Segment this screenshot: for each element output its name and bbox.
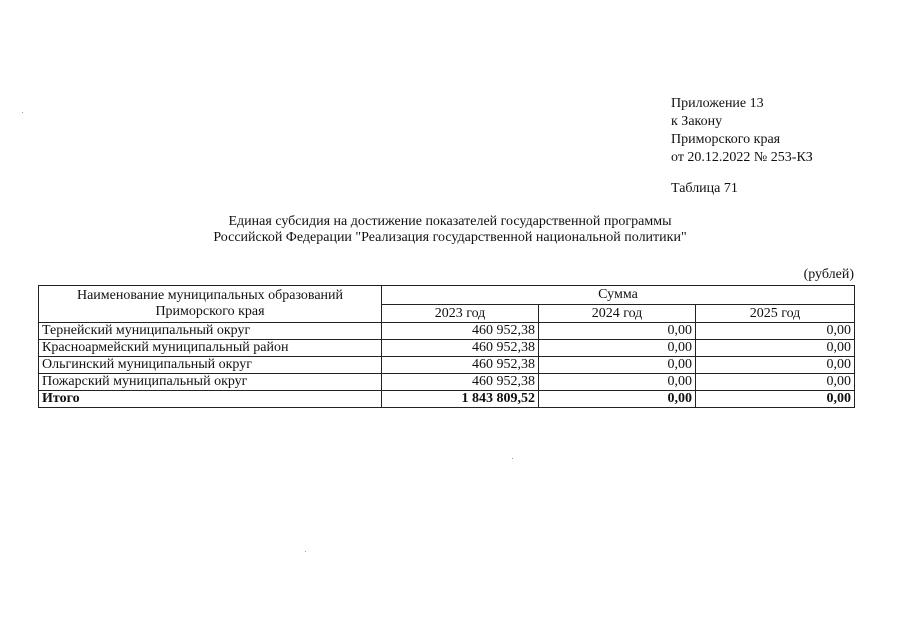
appendix-block (671, 95, 813, 167)
table-number: Таблица 71 (671, 181, 738, 196)
column-header-municipality-line-1: Наименование муниципальных образований (76, 288, 344, 303)
column-header-year-2023: 2023 год (382, 305, 539, 323)
column-header-year-2025: 2025 год (696, 305, 855, 323)
amount-2024: 0,00 (539, 357, 696, 374)
table-row (39, 357, 855, 374)
amount-2024: 0,00 (539, 323, 696, 340)
column-header-municipality-line-2: Приморского края (155, 304, 265, 319)
amount-2025: 0,00 (696, 374, 855, 391)
appendix-region: Приморского края (671, 132, 781, 147)
document-title-line-2: Российской Федерации "Реализация государственной национальной политики" (213, 230, 687, 245)
appendix-title: Приложение 13 (671, 96, 764, 111)
column-header-year-2024: 2024 год (539, 305, 696, 323)
appendix-date-number: от 20.12.2022 № 253-КЗ (671, 150, 813, 165)
subsidy-table (38, 285, 855, 408)
amount-2025: 0,00 (696, 357, 855, 374)
total-row (39, 391, 855, 408)
scan-speck (22, 112, 23, 113)
municipality-name: Пожарский муниципальный округ (39, 374, 382, 391)
document-title-line-1: Единая субсидия на достижение показателей государственной программы (228, 214, 672, 229)
amount-2024: 0,00 (539, 374, 696, 391)
scan-speck (512, 458, 513, 459)
amount-2023: 460 952,38 (382, 340, 539, 357)
total-2025: 0,00 (696, 391, 855, 408)
table-row (39, 340, 855, 357)
total-2023: 1 843 809,52 (382, 391, 539, 408)
amount-2024: 0,00 (539, 340, 696, 357)
amount-2023: 460 952,38 (382, 374, 539, 391)
total-label: Итого (39, 391, 382, 408)
scan-speck (305, 551, 306, 552)
municipality-name: Ольгинский муниципальный округ (39, 357, 382, 374)
total-2024: 0,00 (539, 391, 696, 408)
amount-2023: 460 952,38 (382, 357, 539, 374)
table-row (39, 374, 855, 391)
table-row (39, 323, 855, 340)
column-header-municipality (39, 286, 382, 323)
document-title (100, 214, 800, 246)
municipality-name: Красноармейский муниципальный район (39, 340, 382, 357)
amount-2023: 460 952,38 (382, 323, 539, 340)
municipality-name: Тернейский муниципальный округ (39, 323, 382, 340)
column-header-sum: Сумма (382, 286, 855, 305)
amount-2025: 0,00 (696, 340, 855, 357)
units-label: (рублей) (803, 267, 854, 282)
amount-2025: 0,00 (696, 323, 855, 340)
appendix-law-ref: к Закону (671, 114, 723, 129)
